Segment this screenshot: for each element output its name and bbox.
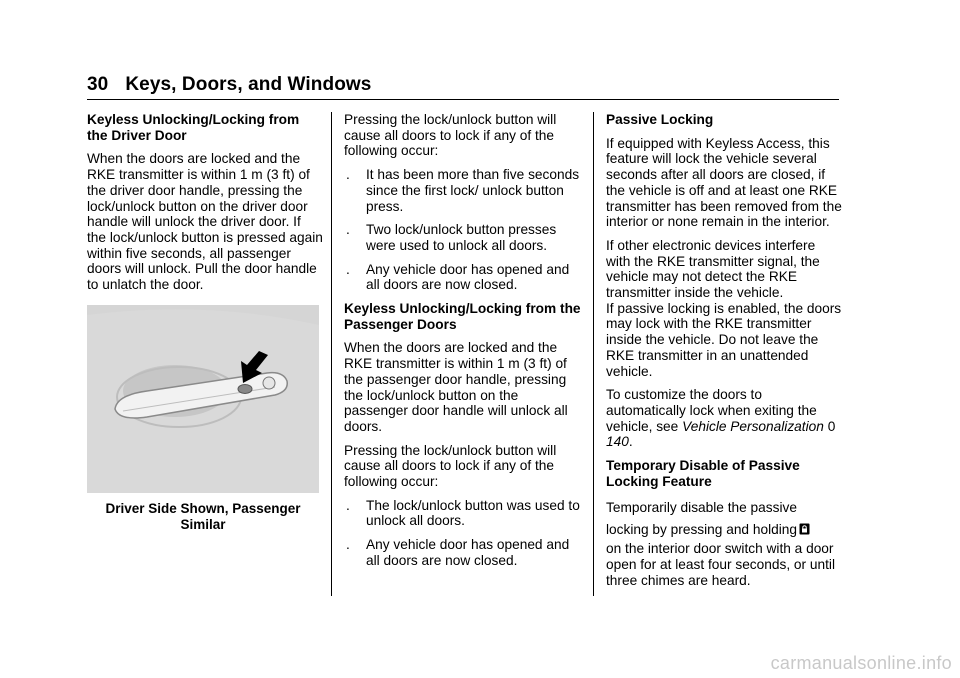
section-title: Keys, Doors, and Windows <box>125 74 372 95</box>
list-item <box>344 262 584 293</box>
list-item <box>344 498 584 529</box>
page-header <box>87 74 371 96</box>
paragraph: When the doors are locked and the RKE transmitter is within 1 m (3 ft) of the driver door handle, pressing the lock/unlock button on the driver door handle will unlock the driver door. If the lock/unlock button is pressed again within five seconds, all passenger doors will unlock. Pull the door handle to unlatch the door. <box>87 151 323 293</box>
paragraph: When the doors are locked and the RKE transmitter is within 1 m (3 ft) of the passenger door handle, pressing the lock/unlock button on the passenger door handle will unlock all doors. <box>344 340 568 434</box>
paragraph-text: Temporarily disable the passive locking by pressing and holding <box>606 500 797 538</box>
paragraph: Pressing the lock/unlock button will cause all doors to lock if any of the following occur: <box>344 442 557 490</box>
column-3 <box>606 112 842 597</box>
column-divider-1 <box>331 112 332 596</box>
section-heading: Passive Locking <box>606 112 714 127</box>
paragraph: Pressing the lock/unlock button will cause all doors to lock if any of the following occur: <box>344 112 557 159</box>
lock-key-icon <box>799 523 810 535</box>
figure-caption: Driver Side Shown, Passenger Similar <box>105 500 301 532</box>
list-item-text: Any vehicle door has opened and all doors are now closed. <box>366 537 570 568</box>
bullet: . <box>346 497 350 513</box>
paragraph: If equipped with Keyless Access, this feature will lock the vehicle several seconds after all doors are closed, if the vehicle is off and at least one RKE transmitter has been removed from the interior or none remain in the interior. <box>606 135 842 230</box>
header-rule <box>87 99 839 100</box>
cross-reference-link[interactable]: Vehicle Personalization <box>682 418 824 434</box>
list-item <box>344 167 584 214</box>
column-divider-2 <box>593 112 594 596</box>
paragraph-text: To customize the doors to automatically lock when exiting the vehicle, see <box>606 387 817 434</box>
door-handle-drawing <box>87 305 319 493</box>
list-item <box>344 222 584 253</box>
paragraph: If other electronic devices interfere with the RKE transmitter signal, the vehicle may not detect the RKE transmitter inside the vehicle. <box>606 237 820 301</box>
section-heading: Keyless Unlocking/Locking from the Driver Door <box>87 112 300 143</box>
door-handle-illustration <box>87 305 319 493</box>
list-item-text: The lock/unlock button was used to unlock all doors. <box>366 497 580 529</box>
page-ref-number[interactable]: 140 <box>606 434 629 450</box>
column-1 <box>87 112 323 533</box>
list-item-text: It has been more than five seconds since the first lock/ unlock button press. <box>366 167 580 214</box>
paragraph: If passive locking is enabled, the doors may lock with the RKE transmitter inside the vehicle. Do not leave the RKE transmitter in an unattended vehicle. <box>606 300 842 379</box>
page-ref-arrow: 0 <box>827 418 836 434</box>
section-heading: Temporary Disable of Passive Locking Feature <box>606 458 800 489</box>
section-heading: Keyless Unlocking/Locking from the Passenger Doors <box>344 301 581 332</box>
bullet: . <box>346 222 350 238</box>
column-2 <box>344 112 584 577</box>
list-item-text: Any vehicle door has opened and all doors are now closed. <box>366 261 570 293</box>
watermark: carmanualsonline.info <box>770 653 952 673</box>
bullet: . <box>346 261 350 277</box>
paragraph <box>606 387 842 450</box>
paragraph: on the interior door switch with a door open for at least four seconds, or until three chimes are heard. <box>606 541 836 588</box>
paragraph <box>606 497 842 541</box>
bullet: . <box>346 167 350 183</box>
paragraph-text: . <box>628 434 633 450</box>
bullet: . <box>346 537 350 553</box>
list-item <box>344 537 584 568</box>
list-item-text: Two lock/unlock button presses were used to unlock all doors. <box>366 222 557 253</box>
page-number: 30 <box>87 74 109 95</box>
